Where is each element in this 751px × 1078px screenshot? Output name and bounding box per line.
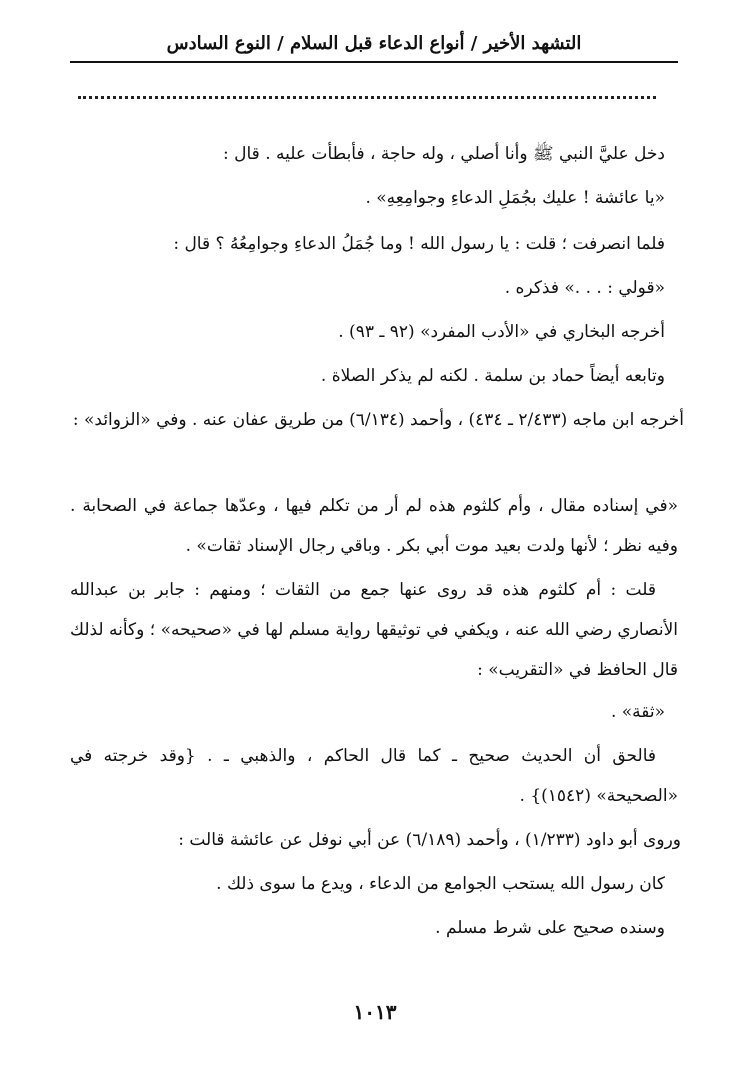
paragraph: أخرجه البخاري في «الأدب المفرد» (٩٢ ـ ٩٣) .	[338, 322, 665, 342]
paragraph: وتابعه أيضاً حماد بن سلمة . لكنه لم يذكر الصلاة .	[320, 366, 665, 386]
paragraph: «يا عائشة ! عليك بجُمَلِ الدعاءِ وجوامِعِهِ» .	[365, 188, 665, 208]
paragraph: «في إسناده مقال ، وأم كلثوم هذه لم أر من تكلم فيها ، وعدّها جماعة في الصحابة . وفيه نظر ؛ لأنها ولدت بعيد موت أبي بكر . وباقي رجال الإسناد ثقات» .	[70, 496, 678, 556]
paragraph: أخرجه ابن ماجه (٢/٤٣٣ ـ ٤٣٤) ، وأحمد (٦/١٣٤) من طريق عفان عنه . وفي «الزوائد» :	[72, 410, 684, 430]
paragraph: «قولي : . . .» فذكره .	[504, 278, 665, 298]
running-header: التشهد الأخير / أنواع الدعاء قبل السلام / النوع السادس	[166, 33, 582, 54]
paragraph: وروى أبو داود (١/٢٣٣) ، وأحمد (٦/١٨٩) عن أبي نوفل عن عائشة قالت :	[178, 830, 681, 850]
paragraph: فلما انصرفت ؛ قلت : يا رسول الله ! وما جُمَلُ الدعاءِ وجوامِعُهُ ؟ قال :	[173, 234, 665, 254]
paragraph: وسنده صحيح على شرط مسلم .	[435, 918, 665, 938]
paragraph: قلت : أم كلثوم هذه قد روى عنها جمع من الثقات ؛ ومنهم : جابر بن عبدالله الأنصاري رضي الله عنه ، ويكفي في توثيقها رواية مسلم لها في «صحيحه» ؛ وكأنه لذلك قال الحافظ في «التقريب» :	[70, 580, 678, 680]
paragraph: كان رسول الله يستحب الجوامع من الدعاء ، ويدع ما سوى ذلك .	[216, 874, 665, 894]
paragraph: فالحق أن الحديث صحيح ـ كما قال الحاكم ، والذهبي ـ . {وقد خرجته في «الصحيحة» (١٥٤٢)} .	[70, 746, 678, 806]
paragraph: «ثقة» .	[610, 702, 665, 722]
dotted-separator	[78, 96, 656, 99]
paragraph: دخل عليَّ النبي ﷺ وأنا أصلي ، وله حاجة ، فأبطأت عليه . قال :	[223, 144, 665, 164]
header-rule	[70, 61, 678, 63]
page-number: ١٠١٣	[353, 1000, 397, 1024]
